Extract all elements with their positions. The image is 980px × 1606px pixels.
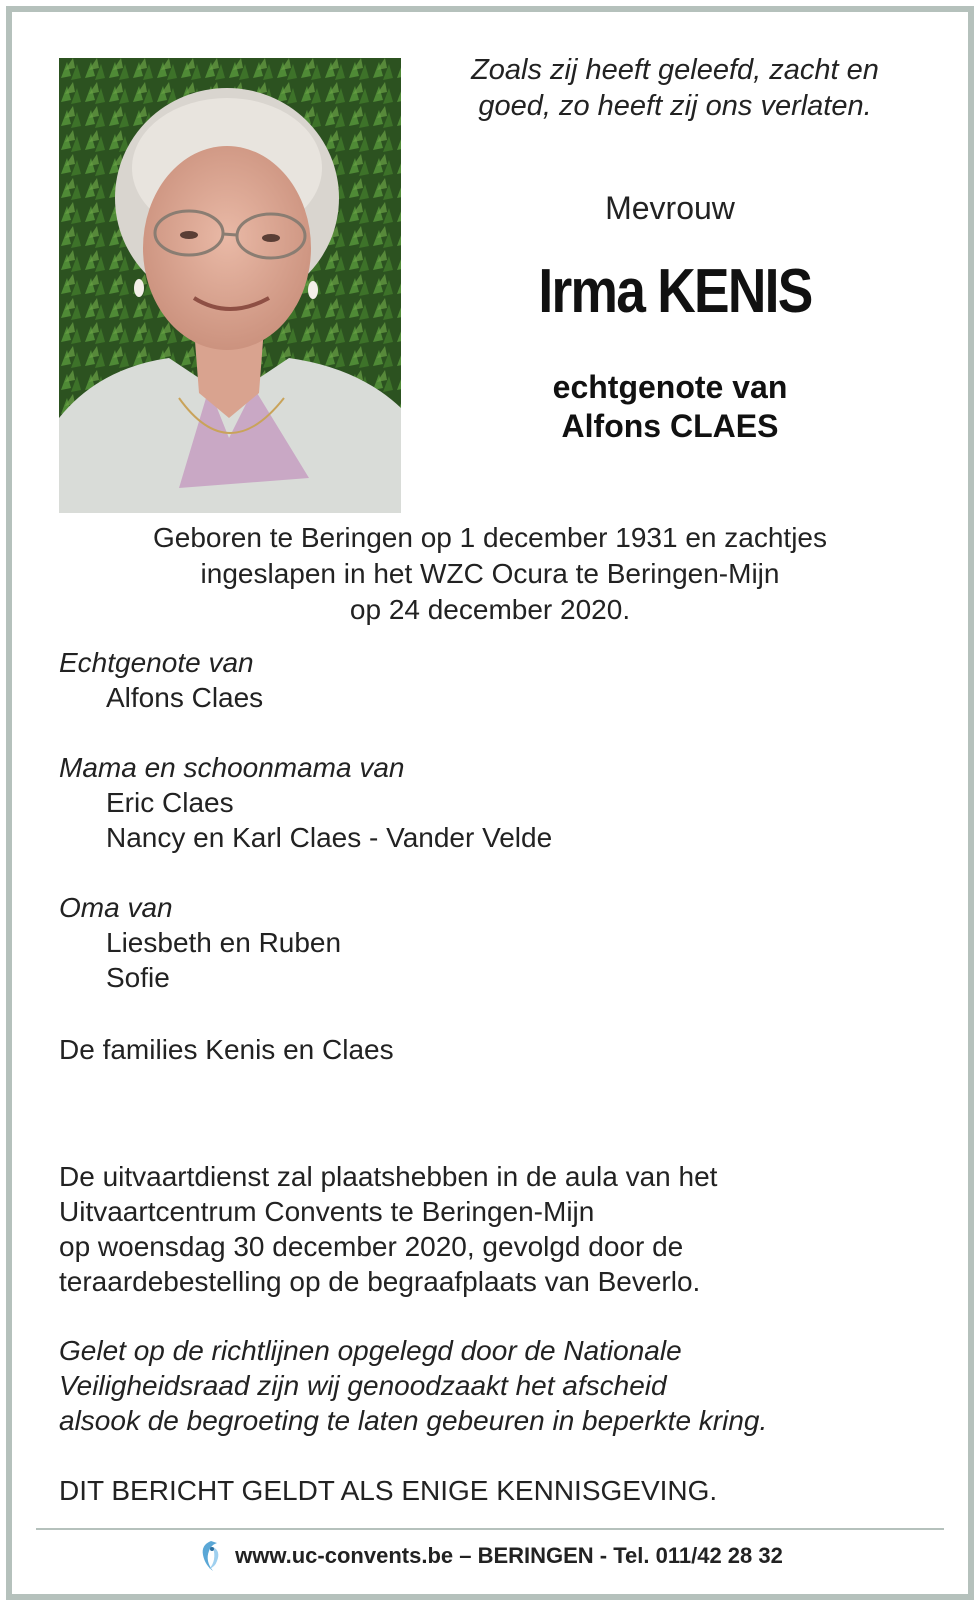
- families-line: De families Kenis en Claes: [59, 1034, 394, 1065]
- honorific: Mevrouw: [605, 190, 735, 226]
- funeral-line: De uitvaartdienst zal plaatshebben in de aula van het: [59, 1161, 718, 1192]
- funeral-details: [59, 1159, 939, 1299]
- family-member: Sofie: [106, 962, 170, 993]
- spouse-block: [470, 368, 870, 446]
- footer-divider: [36, 1528, 944, 1530]
- funeral-line: op woensdag 30 december 2020, gevolgd door de: [59, 1231, 684, 1262]
- family-section-heading: Echtgenote van: [59, 647, 254, 678]
- family-member: Eric Claes: [106, 787, 234, 818]
- portrait-photo: [59, 58, 401, 513]
- spouse-relation: echtgenote van: [552, 369, 788, 405]
- opening-quote: [420, 52, 930, 124]
- family-section-grandchildren: [59, 890, 939, 995]
- covid-notice: [59, 1333, 939, 1438]
- quote-line: goed, zo heeft zij ons verlaten.: [478, 90, 872, 122]
- funeral-line: teraardebestelling op de begraafplaats van Beverlo.: [59, 1266, 701, 1297]
- notice-line: Veiligheidsraad zijn wij genoodzaakt het afscheid: [59, 1370, 667, 1401]
- dove-logo-icon: [197, 1539, 223, 1573]
- deceased-name: Irma KENIS: [538, 257, 812, 326]
- final-notice: DIT BERICHT GELDT ALS ENIGE KENNISGEVING.: [59, 1475, 718, 1506]
- born-line: ingeslapen in het WZC Ocura te Beringen-Mijn: [200, 558, 780, 589]
- family-member: Liesbeth en Ruben: [106, 927, 342, 958]
- family-member: Nancy en Karl Claes - Vander Velde: [106, 822, 553, 853]
- family-section-children: [59, 750, 939, 855]
- birth-death-statement: [60, 520, 920, 628]
- quote-line: Zoals zij heeft geleefd, zacht en: [471, 54, 879, 86]
- born-line: op 24 december 2020.: [349, 594, 631, 625]
- footer: [160, 1534, 820, 1578]
- notice-line: Gelet op de richtlijnen opgelegd door de Nationale: [59, 1335, 682, 1366]
- born-line: Geboren te Beringen op 1 december 1931 en zachtjes: [152, 522, 827, 553]
- family-member: Alfons Claes: [106, 682, 264, 713]
- notice-line: alsook de begroeting te laten gebeuren in beperkte kring.: [59, 1405, 768, 1436]
- footer-contact-text: www.uc-convents.be – BERINGEN - Tel. 011/42 28 32: [235, 1543, 783, 1568]
- family-section-heading: Mama en schoonmama van: [59, 752, 405, 783]
- family-section-heading: Oma van: [59, 892, 173, 923]
- family-section-spouse: [59, 645, 939, 715]
- funeral-line: Uitvaartcentrum Convents te Beringen-Mijn: [59, 1196, 595, 1227]
- spouse-name: Alfons CLAES: [561, 408, 779, 444]
